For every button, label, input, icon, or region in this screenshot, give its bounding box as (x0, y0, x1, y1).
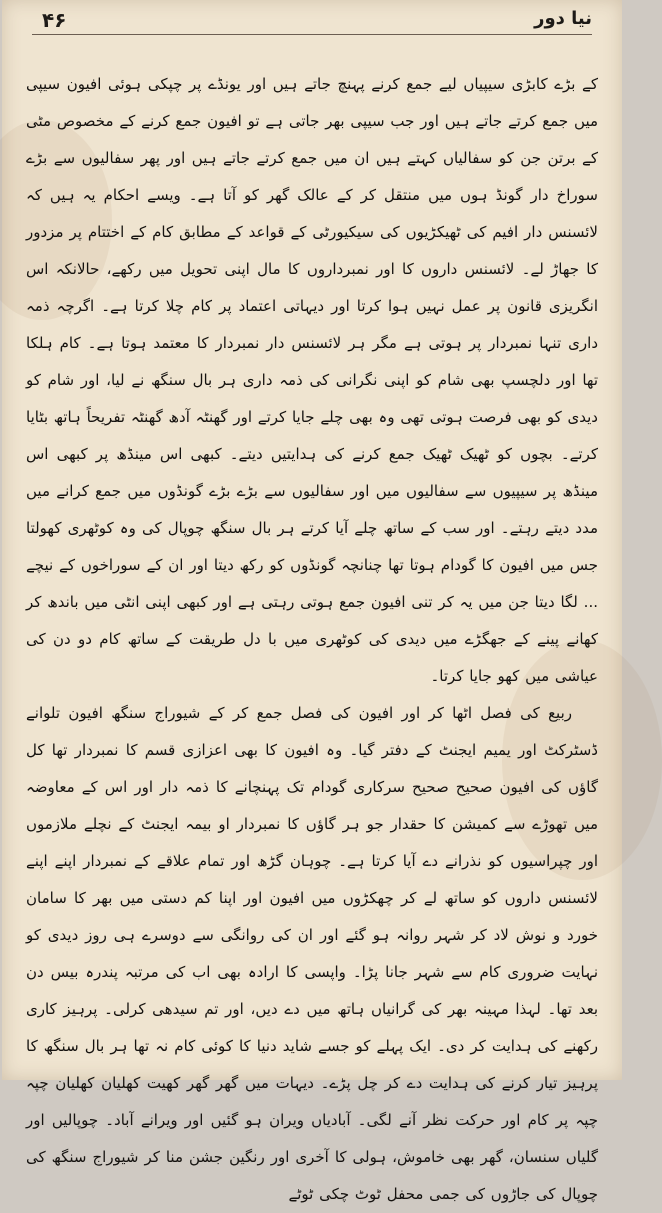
article-body (26, 66, 598, 1203)
paragraph: کے بڑے کابڑی سیپیاں لیے جمع کرنے پہنچ جاتے ہیں اور یونڈے پر چپکی ہوئی افیون سیپی میں جمع کرتے جاتے ہیں اور جب سیپی بھر جاتی ہے تو افیون جمع کرنے کے مخصوص مٹی کے برتن جن کو سفالیاں کہتے ہیں ان میں جمع کرتے جاتے ہیں اور پھر سفالیوں سے بڑے سوراخ دار گونڈ ہوں میں منتقل کر کے عالک گھر کو آتا ہے۔ ویسے احکام یہ ہیں کہ لائسنس دار افیم کی ٹھیکڑیوں کی سیکیورٹی کے قواعد کے مطابق کام کے اختتام پر مزدور کا جھاڑ لے۔ لائسنس داروں کا اور نمبرداروں کا مال اپنی تحویل میں رکھے، حالانکہ اس انگریزی قانون پر عمل نہیں ہوا کرتا اور دیہاتی اعتماد پر کام چلا کرتا ہے۔ اگرچہ ذمہ داری تنہا نمبردار پر ہوتی ہے مگر ہر لائسنس دار نمبردار کا معتمد ہوتا ہے۔ کام ہلکا تھا اور دلچسپ بھی شام کو اپنی نگرانی کی ذمہ داری ہر بال سنگھ نے لیا، اور شام کو دیدی کو بھی فرصت ہوتی تھی وہ بھی چلے جایا کرتے اور گھنٹہ آدھ گھنٹہ تفریحاً ہاتھ بٹایا کرتے۔ بچوں کو ٹھیک ٹھیک جمع کرنے کی ہدایتیں دیتے۔ کبھی اس مینڈھ پر کبھی اس مینڈھ پر سیپیوں سے سفالیوں میں اور سفالیوں سے بڑے بڑے گونڈوں میں جمع کرانے میں مدد دیتے رہتے۔ اور سب کے ساتھ چلے آیا کرتے ہر بال سنگھ چوپال کی وہ کوٹھری کھولتا جس میں افیون کا گودام ہوتا تھا چنانچہ گونڈوں کو رکھ دیتا اور ان کے سوراخوں کے نیچے ... لگا دیتا جن میں یہ کر تنی افیون جمع ہوتی رہتی ہے اور کبھی اپنی انٹی میں باندھ کر کھانے پینے کے جھگڑے میں دیدی کی کوٹھری میں با دل طریقت کے ساتھ کام دو دن کی عیاشی میں کھو جایا کرتا۔ (26, 75, 598, 685)
header-rule (32, 34, 592, 35)
page-number: ۴۶ (42, 8, 67, 32)
running-title: نیا دور (534, 8, 592, 29)
paragraph: ربیع کی فصل اٹھا کر اور افیون کی فصل جمع کر کے شیوراج سنگھ افیون تلوانے ڈسٹرکٹ اور یمیم ایجنٹ کے دفتر گیا۔ وہ افیون کا بھی اعزازی قسم کا نمبردار تھا کل گاؤں کی افیون صحیح صحیح سرکاری گودام تک پہنچانے کا ذمہ دار اور اس کے معاوضہ میں تھوڑے سے کمیشن کا حقدار جو ہر گاؤں کا نمبردار او بیمہ ایجنٹ کے نچلے ملازموں اور چپراسیوں کو نذرانے دے آیا کرتا ہے۔ چوہان گڑھ اور تمام علاقے کے نمبردار اپنے اپنے لائسنس داروں کو ساتھ لے کر چھکڑوں میں افیون اور اپنا کم دستی میں بھر کا سامان خورد و نوش لاد کر شہر روانہ ہو گئے اور ان کی روانگی سے دوسرے ہی روز دیدی کو نہایت ضروری کام سے شہر جانا پڑا۔ واپسی کا ارادہ بھی اب کی مرتبہ پندرہ بیس دن بعد تھا۔ لہذا مہینہ بھر کی گرانیاں ہاتھ میں دے دیں، اور تم سیدھی کرلی۔ پرہیز کاری رکھنے کی ہدایت کر دی۔ ایک پہلے کو جسے شاید دنیا کا کوئی کام نہ تھا ہر بال سنگھ کا پرہیز تیار کرنے کی ہدایت دے کر چل پڑے۔ دیہات میں گھر گھر کھیت کھلیان کھلیان چپہ چپہ پر کام اور حرکت نظر آنے لگی۔ آبادیاں ویران ہو گئیں اور ویرانے آباد۔ چوپالیں اور گلیاں سنسان، گھر بھی خاموش، ہولی کا آخری اور رنگین جشن منا کر شیوراج سنگھ کی چوپال کی جاڑوں کی جمی محفل ٹوٹ چکی ٹوٹے (26, 704, 598, 1203)
scanned-page (2, 0, 622, 1203)
